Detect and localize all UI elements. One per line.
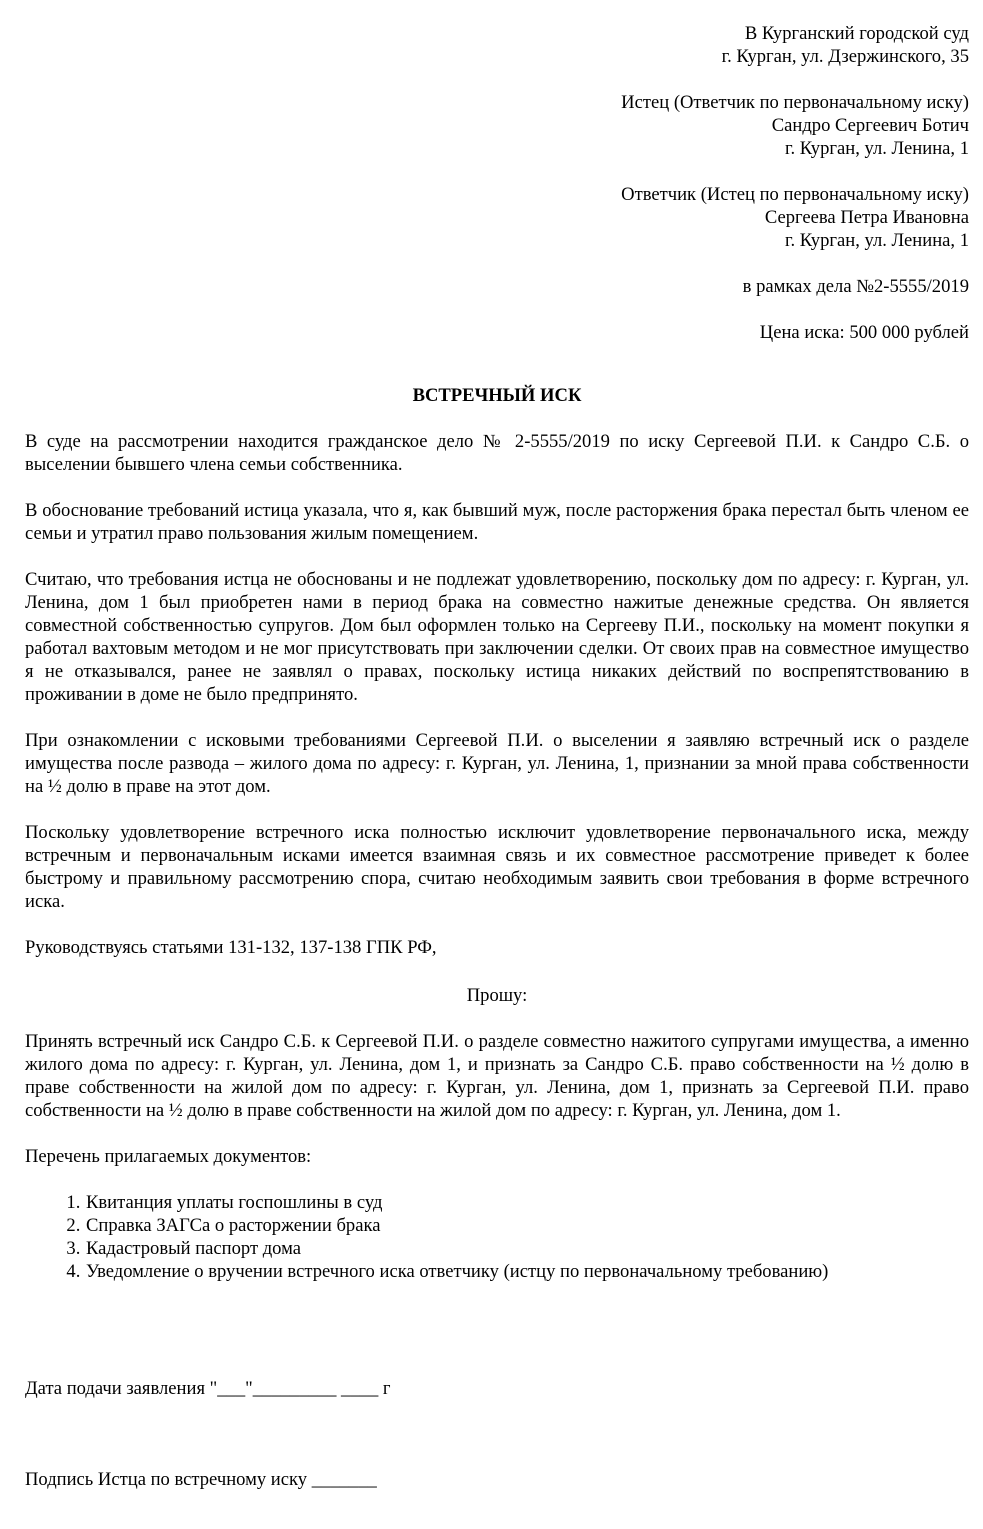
document-title: ВСТРЕЧНЫЙ ИСК (412, 385, 582, 406)
paragraph-legal-basis: Руководствуясь статьями 131-132, 137-138 ГПК РФ, (25, 937, 437, 958)
attachments-list (25, 1191, 969, 1283)
defendant-name: Сергеева Петра Ивановна (764, 207, 969, 228)
attachment-item: 1. Квитанция уплаты госпошлины в суд (85, 1191, 969, 1214)
defendant-address: г. Курган, ул. Ленина, 1 (784, 230, 969, 251)
plaintiff-address: г. Курган, ул. Ленина, 1 (784, 138, 969, 159)
defendant-role: Ответчик (Истец по первоначальному иску) (621, 184, 969, 205)
court-name: В Курганский городской суд (744, 23, 969, 44)
claim-price: Цена иска: 500 000 рублей (759, 322, 969, 343)
paragraph-case: В суде на рассмотрении находится гражданское дело № 2-5555/2019 по иску Сергеевой П.И. к Сандро С.Б. о выселении бывшего члена семьи собственника. (25, 431, 969, 475)
signature-line: Подпись Истца по встречному иску _______ (25, 1469, 377, 1490)
attachment-item: 4. Уведомление о вручении встречного иска ответчику (истцу по первоначальному требованию) (85, 1260, 969, 1283)
filing-date-line: Дата подачи заявления "___"_________ ____ г (25, 1378, 391, 1399)
paragraph-request: Принять встречный иск Сандро С.Б. к Сергеевой П.И. о разделе совместно нажитого супругами имущества, а именно жилого дома по адресу: г. Курган, ул. Ленина, дом 1, и признать за Сандро С.Б. право собственности на ½ долю в праве собственности на жилой дом по адресу: г. Курган, ул. Ленина, дом 1, признать за Сергеевой П.И. право собственности на ½ долю в праве собственности на жилой дом по адресу: г. Курган, ул. Ленина, дом 1. (25, 1031, 969, 1121)
court-address: г. Курган, ул. Дзержинского, 35 (721, 46, 969, 67)
case-reference: в рамках дела №2-5555/2019 (742, 276, 969, 297)
attachment-item: 3. Кадастровый паспорт дома (85, 1237, 969, 1260)
plaintiff-role: Истец (Ответчик по первоначальному иску) (621, 92, 969, 113)
request-heading: Прошу: (466, 985, 528, 1006)
plaintiff-name: Сандро Сергеевич Ботич (771, 115, 969, 136)
paragraph-justification: Поскольку удовлетворение встречного иска полностью исключит удовлетворение первоначального иска, между встречным и первоначальным исками имеется взаимная связь и их совместное рассмотрение приведет к более быстрому и правильному рассмотрению спора, считаю необходимым заявить свои требования в форме встречного иска. (25, 822, 969, 912)
paragraph-counterclaim: При ознакомлении с исковыми требованиями Сергеевой П.И. о выселении я заявляю встречный иск о разделе имущества после развода – жилого дома по адресу: г. Курган, ул. Ленина, 1, признании за мной права собственности на ½ долю в праве на этот дом. (25, 730, 969, 797)
attachments-heading: Перечень прилагаемых документов: (25, 1146, 312, 1167)
paragraph-objection: Считаю, что требования истца не обоснованы и не подлежат удовлетворению, поскольку дом по адресу: г. Курган, ул. Ленина, дом 1 был приобретен нами в период брака на совместно нажитые денежные средства. Он является совместной собственностью супругов. Дом был оформлен только на Сергееву П.И., поскольку на момент покупки я работал вахтовым методом и не мог присутствовать при заключении сделки. От своих прав на совместное имущество я не отказывался, ранее не заявлял о правах, поскольку истица никаких действий по воспрепятствованию в проживании в доме не было предпринято. (25, 569, 969, 705)
attachment-item: 2. Справка ЗАГСа о расторжении брака (85, 1214, 969, 1237)
document-page (25, 22, 969, 1491)
paragraph-grounds: В обоснование требований истица указала, что я, как бывший муж, после расторжения брака перестал быть членом ее семьи и утратил право пользования жилым помещением. (25, 500, 969, 544)
header-block (25, 22, 969, 344)
